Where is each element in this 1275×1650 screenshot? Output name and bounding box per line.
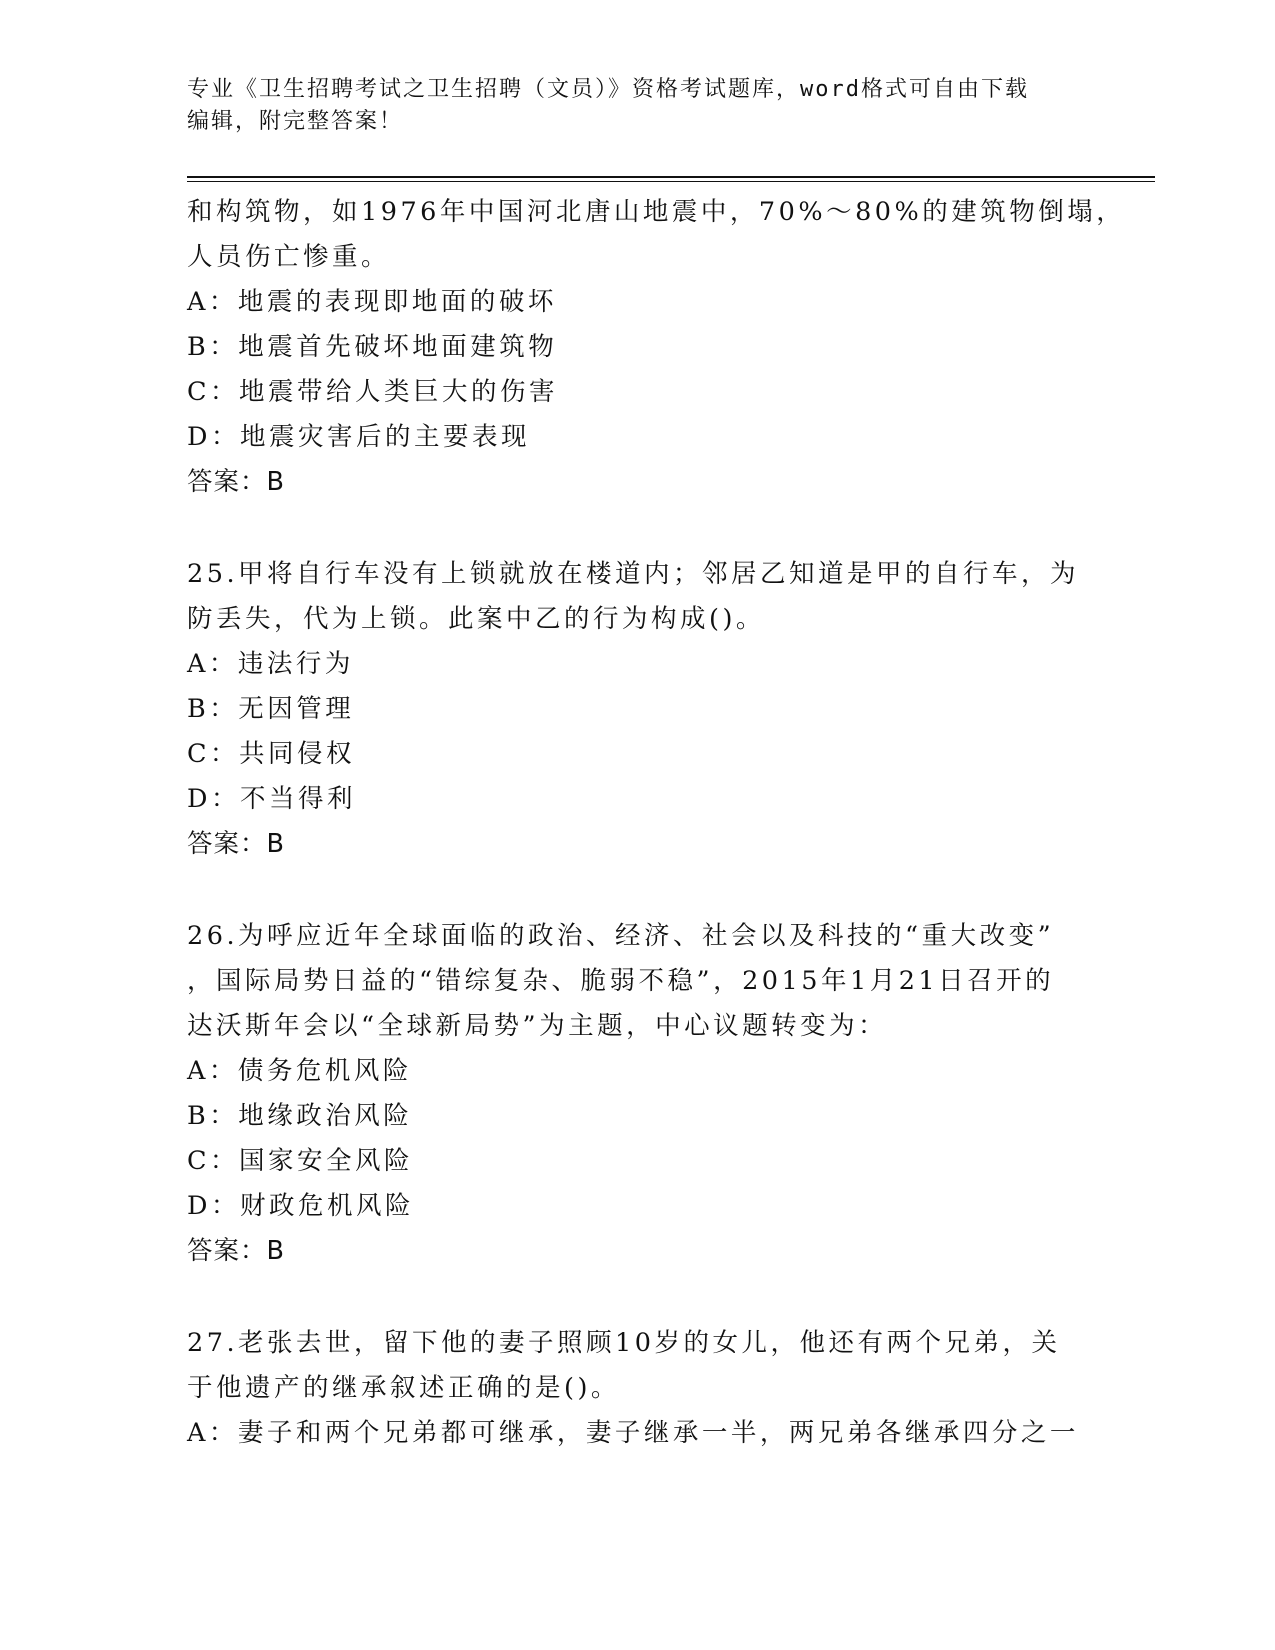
- option-a: A：债务危机风险: [187, 1056, 412, 1086]
- option-b: B：地缘政治风险: [187, 1101, 413, 1131]
- question-25: [187, 552, 1087, 867]
- answer: 答案：B: [187, 467, 285, 497]
- question-text: ，国际局势日益的“错综复杂、脆弱不稳”，2015年1月21日召开的: [187, 966, 1055, 996]
- option-d: D：地震灾害后的主要表现: [187, 422, 530, 452]
- question-26: [187, 914, 1087, 1274]
- question-text: 人员伤亡惨重。: [187, 242, 391, 272]
- question-text: 达沃斯年会以“全球新局势”为主题，中心议题转变为：: [187, 1011, 888, 1041]
- header-rule-thin: [187, 181, 1155, 182]
- question-text: 于他遗产的继承叙述正确的是()。: [187, 1373, 620, 1403]
- answer: 答案：B: [187, 1236, 285, 1266]
- question-text: 和构筑物，如1976年中国河北唐山地震中，70%～80%的建筑物倒塌，: [187, 197, 1126, 227]
- header-rule-thick: [187, 176, 1155, 178]
- option-c: C：国家安全风险: [187, 1146, 414, 1176]
- header-line-2: 编辑，附完整答案！: [187, 109, 404, 134]
- question-text: 防丢失，代为上锁。此案中乙的行为构成()。: [187, 604, 765, 634]
- option-a: A：违法行为: [187, 649, 354, 679]
- header-line-1: 专业《卫生招聘考试之卫生招聘（文员）》资格考试题库，word格式可自由下载: [187, 77, 1029, 102]
- question-24: [187, 190, 1126, 505]
- option-a: A：妻子和两个兄弟都可继承，妻子继承一半，两兄弟各继承四分之一: [187, 1418, 1079, 1448]
- question-text: 27.老张去世，留下他的妻子照顾10岁的女儿，他还有两个兄弟，关: [187, 1328, 1061, 1358]
- option-d: D：不当得利: [187, 784, 356, 814]
- option-d: D：财政危机风险: [187, 1191, 414, 1221]
- document-body: [187, 190, 1126, 1456]
- option-a: A：地震的表现即地面的破坏: [187, 287, 557, 317]
- option-c: C：共同侵权: [187, 739, 356, 769]
- option-c: C：地震带给人类巨大的伤害: [187, 377, 559, 407]
- option-b: B：无因管理: [187, 694, 355, 724]
- document-header: [187, 74, 1067, 138]
- option-b: B：地震首先破坏地面建筑物: [187, 332, 558, 362]
- question-27: [187, 1321, 1087, 1456]
- question-text: 26.为呼应近年全球面临的政治、经济、社会以及科技的“重大改变”: [187, 921, 1055, 951]
- question-text: 25.甲将自行车没有上锁就放在楼道内；邻居乙知道是甲的自行车，为: [187, 559, 1080, 589]
- answer: 答案：B: [187, 829, 285, 859]
